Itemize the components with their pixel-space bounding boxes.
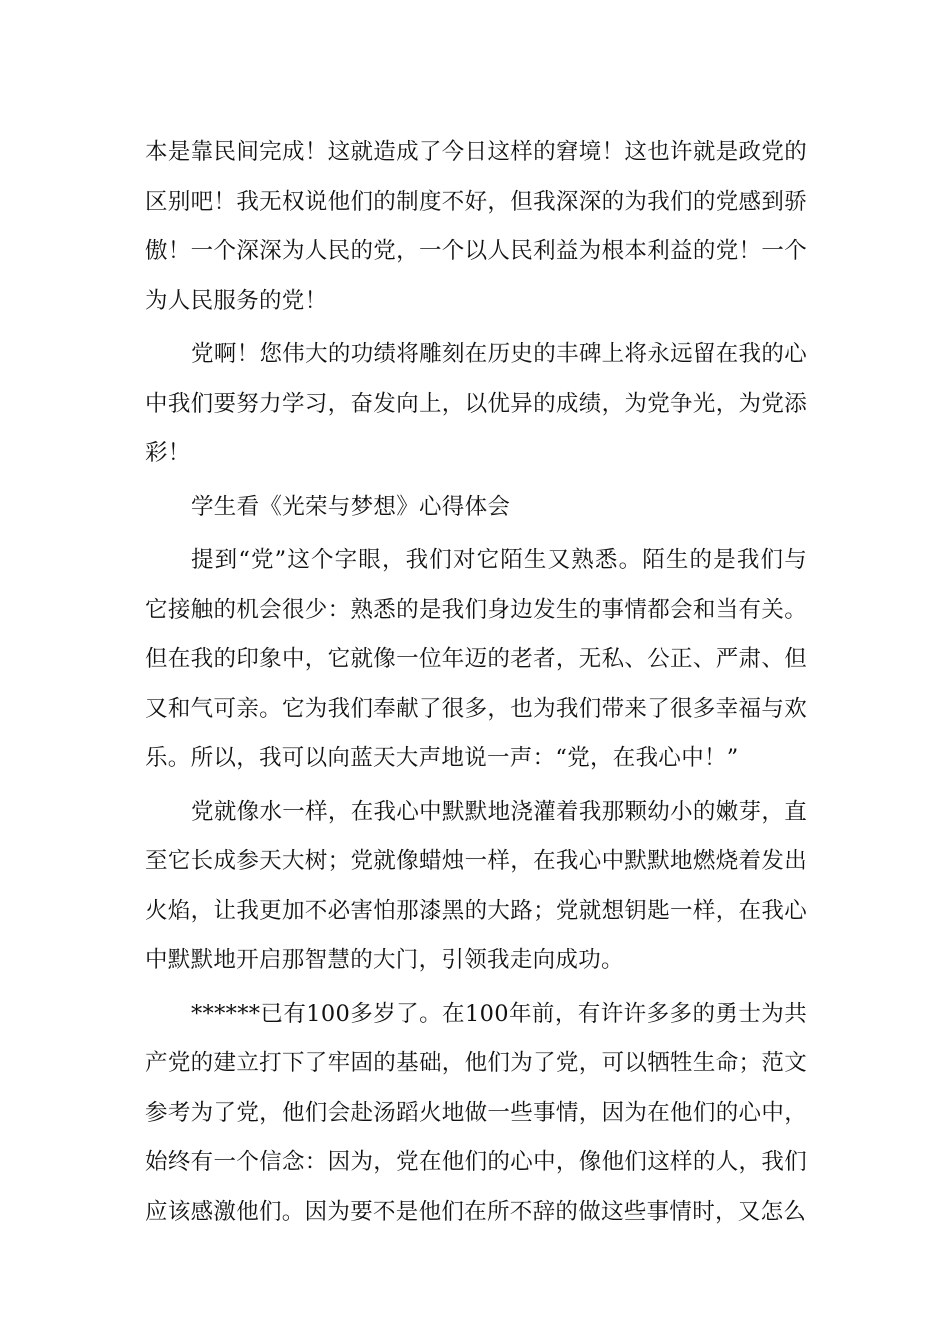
- paragraph-intro: 提到“党”这个字眼，我们对它陌生又熟悉。陌生的是我们与它接触的机会很少：熟悉的是我们身边发生的事情都会和当有关。但在我的印象中，它就像一位年迈的老者，无私、公正、严肃、但又和气可亲。它为我们奉献了很多，也为我们带来了很多幸福与欢乐。所以，我可以向蓝天大声地说一声：“党，在我心中！”: [145, 547, 807, 771]
- document-body: [145, 128, 807, 1237]
- paragraph-history: ******已有100多岁了。在100年前，有许许多多的勇士为共产党的建立打下了牢固的基础，他们为了党，可以牺牲生命；范文参考为了党，他们会赴汤蹈火地做一些事情，因为在他们的心中，始终有一个信念：因为，党在他们的心中，像他们这样的人，我们应该感激他们。因为要不是他们在所不辞的做这些事情时，又怎么: [145, 1000, 807, 1225]
- section-title: 学生看《光荣与梦想》心得体会: [191, 493, 511, 520]
- paragraph-metaphor: 党就像水一样，在我心中默默地浇灌着我那颗幼小的嫩芽，直至它长成参天大树；党就像蜡烛一样，在我心中默默地燃烧着发出火焰，让我更加不必害怕那漆黑的大路；党就想钥匙一样，在我心中默默地开启那智慧的大门，引领我走向成功。: [145, 798, 807, 973]
- paragraph-continued: 本是靠民间完成！这就造成了今日这样的窘境！这也许就是政党的区别吧！我无权说他们的制度不好，但我深深的为我们的党感到骄傲！一个深深为人民的党，一个以人民利益为根本利益的党！一个为人民服务的党！: [145, 139, 807, 314]
- paragraph-praise: 党啊！您伟大的功绩将雕刻在历史的丰碑上将永远留在我的心中我们要努力学习，奋发向上，以优异的成绩，为党争光，为党添彩！: [145, 341, 807, 466]
